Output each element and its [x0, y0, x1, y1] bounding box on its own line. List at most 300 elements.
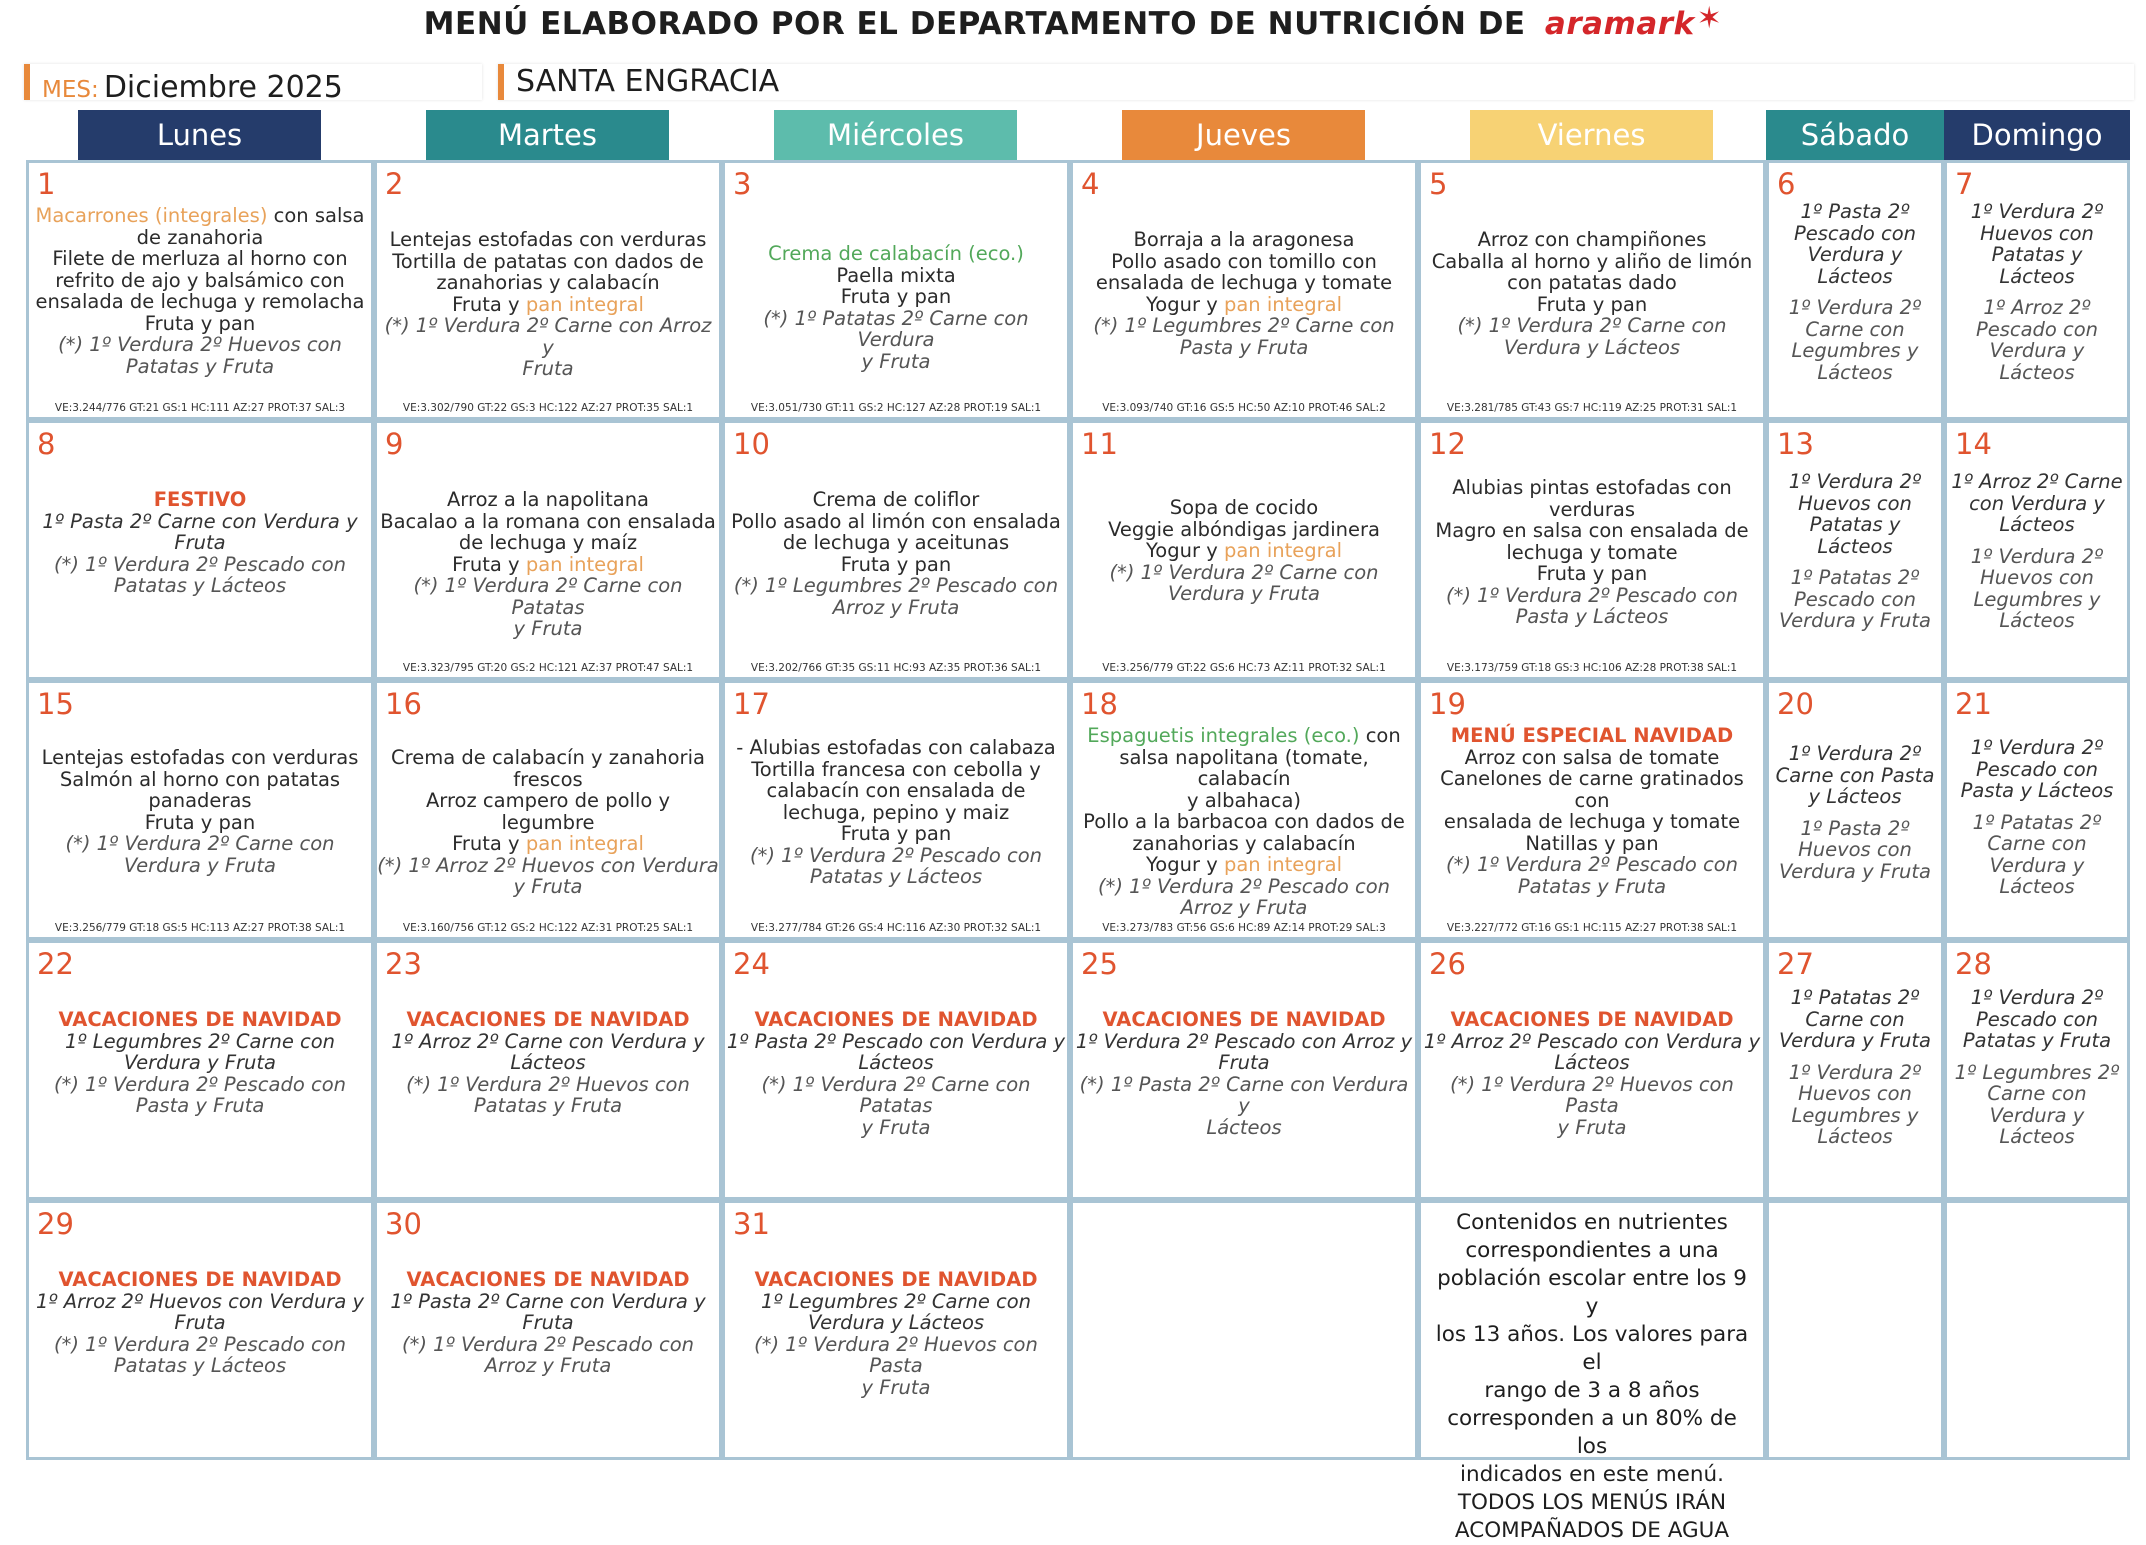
note-line: corresponden a un 80% de los — [1447, 1406, 1737, 1459]
menu-segment: de lechuga y maíz — [458, 531, 638, 554]
menu-segment: Salmón al horno con patatas — [59, 767, 341, 791]
menu-segment: Pasta y Fruta — [135, 1094, 265, 1117]
menu-line — [1073, 497, 1415, 519]
nutrition-values: VE:3.323/795 GT:20 GS:2 HC:121 AZ:37 PROT:47 SAL:1 — [402, 662, 694, 674]
menu-segment: Lácteos — [1999, 264, 2075, 288]
day-number: 14 — [1955, 427, 1992, 461]
menu-segment: y Fruta — [861, 349, 931, 373]
empty-cell — [1944, 1200, 2130, 1460]
menu-segment: Lácteos — [1817, 360, 1893, 384]
weekday-header-2: Martes — [426, 110, 669, 160]
menu-line — [29, 833, 371, 855]
nutrition-values: VE:3.244/776 GT:21 GS:1 HC:111 AZ:27 PROT:37 SAL:3 — [54, 402, 346, 414]
menu-line — [1421, 520, 1763, 542]
menu-line — [1421, 854, 1763, 876]
menu-segment: Verdura y Fruta — [1778, 1029, 1932, 1052]
menu-segment: Fruta y — [452, 832, 526, 855]
day-number: 2 — [385, 167, 404, 201]
menu-line — [1769, 1105, 1941, 1127]
menu-line — [1073, 725, 1415, 747]
menu-line — [1947, 244, 2127, 266]
menu-line — [1421, 1117, 1763, 1139]
menu-segment: Arroz y Fruta — [1180, 896, 1308, 919]
menu-segment: Lácteos — [858, 1051, 934, 1074]
menu-line — [1769, 987, 1941, 1009]
day-cell-31 — [722, 1200, 1070, 1460]
menu-segment: Pollo asado al limón con ensalada — [731, 509, 1061, 533]
menu-segment: Patatas y Fruta — [473, 1094, 623, 1117]
menu-line — [1947, 340, 2127, 362]
day-number: 19 — [1429, 687, 1466, 721]
menu-line — [1769, 1030, 1941, 1052]
note-line: población escolar entre los 9 y — [1437, 1266, 1747, 1319]
menu-text — [1421, 725, 1763, 897]
menu-segment: lechuga, pepino y maiz — [782, 800, 1010, 824]
menu-text — [1947, 737, 2127, 898]
weekday-header-5: Viernes — [1470, 110, 1713, 160]
day-cell-4 — [1070, 160, 1418, 420]
menu-segment: VACACIONES DE NAVIDAD — [754, 1268, 1038, 1291]
menu-line — [1769, 244, 1941, 266]
menu-line — [1073, 519, 1415, 541]
menu-text — [1421, 477, 1763, 628]
menu-line — [1073, 294, 1415, 316]
menu-line — [1073, 562, 1415, 584]
menu-line — [1421, 1074, 1763, 1117]
menu-segment: y Fruta — [861, 1375, 931, 1399]
menu-line — [1769, 536, 1941, 558]
menu-text — [29, 205, 371, 377]
day-cell-6 — [1766, 160, 1944, 420]
empty-cell — [1766, 1200, 1944, 1460]
menu-line — [1421, 315, 1763, 337]
menu-segment: Pasta y Lácteos — [1960, 779, 2114, 802]
menu-segment: Lácteos — [1817, 534, 1893, 558]
menu-segment: Verdura y Lácteos — [807, 1311, 985, 1334]
menu-segment: Patatas y Lácteos — [113, 574, 287, 597]
menu-segment: Patatas y Lácteos — [113, 1354, 287, 1377]
menu-segment: con patatas dado — [1507, 271, 1677, 294]
menu-line — [725, 845, 1067, 867]
menu-line — [1947, 223, 2127, 245]
menu-line — [1073, 854, 1415, 876]
menu-segment: (*) 1º Patatas 2º Carne con Verdura — [763, 306, 1029, 351]
menu-text — [1769, 201, 1941, 383]
menu-line — [1073, 251, 1415, 273]
note-line: ACOMPAÑADOS DE AGUA — [1454, 1518, 1730, 1543]
menu-line — [1073, 315, 1415, 337]
menu-segment: Patatas y Fruta — [1517, 874, 1667, 898]
menu-segment: Fruta — [174, 1311, 226, 1334]
menu-line — [1769, 743, 1941, 765]
day-number: 27 — [1777, 947, 1814, 981]
menu-segment: Fruta y pan — [144, 810, 256, 834]
menu-segment: Lácteos — [1817, 264, 1893, 288]
day-cell-20 — [1766, 680, 1944, 940]
menu-segment: Huevos con — [1798, 491, 1912, 515]
menu-segment: Canelones de carne gratinados con — [1440, 767, 1744, 812]
menu-segment: Lácteos — [1999, 1125, 2075, 1148]
menu-line — [29, 575, 371, 597]
menu-segment: Arroz con salsa de tomate — [1464, 745, 1720, 769]
menu-line — [725, 511, 1067, 533]
menu-segment: Pescado con — [1975, 317, 2099, 341]
menu-text — [29, 489, 371, 597]
menu-segment: 1º Verdura 2º — [1970, 200, 2104, 223]
menu-segment: Pasta y Fruta — [1179, 335, 1309, 359]
note-line: TODOS LOS MENÚS IRÁN — [1457, 1490, 1727, 1515]
menu-line — [725, 1291, 1067, 1313]
menu-segment: 1º Verdura 2º — [1788, 470, 1922, 493]
menu-line — [1421, 1031, 1763, 1053]
menu-segment: MENÚ ESPECIAL NAVIDAD — [1450, 724, 1734, 747]
menu-segment: con — [1359, 724, 1401, 747]
menu-segment: Fruta y pan — [840, 552, 952, 576]
menu-segment: (*) 1º Verdura 2º Pescado con — [402, 1332, 694, 1356]
menu-segment: frescos — [513, 767, 583, 791]
menu-segment: (*) 1º Verdura 2º Carne con Arroz y — [384, 314, 712, 359]
menu-line — [1073, 1009, 1415, 1031]
menu-segment: VACACIONES DE NAVIDAD — [406, 1008, 690, 1031]
menu-segment: salsa napolitana (tomate, calabacín — [1119, 745, 1369, 790]
menu-segment: 1º Pasta 2º Carne con Verdura y — [390, 1289, 706, 1313]
menu-line — [1769, 493, 1941, 515]
menu-segment: Arroz con champiñones — [1477, 228, 1707, 251]
menu-segment: pan integral — [525, 292, 644, 316]
menu-segment: y Fruta — [861, 1115, 931, 1139]
menu-segment: Verdura y Fruta — [1167, 582, 1321, 605]
menu-segment: 1º Verdura 2º — [1970, 544, 2104, 568]
menu-segment: (*) 1º Verdura 2º Pescado con — [1098, 874, 1390, 898]
menu-segment: Fruta y pan — [1536, 292, 1648, 316]
menu-text — [377, 1009, 719, 1117]
menu-segment: Verdura y Fruta — [123, 1051, 277, 1074]
star-icon: ✶ — [1696, 1, 1723, 36]
menu-line — [1947, 855, 2127, 877]
menu-segment: Verdura y Fruta — [1778, 859, 1932, 883]
menu-line — [1947, 1126, 2127, 1148]
menu-text — [377, 489, 719, 640]
menu-text — [1073, 497, 1415, 605]
day-cell-5 — [1418, 160, 1766, 420]
menu-line — [377, 1095, 719, 1117]
menu-line — [29, 270, 371, 292]
menu-line — [1769, 589, 1941, 611]
menu-line — [725, 823, 1067, 845]
menu-text — [1947, 471, 2127, 632]
menu-segment: Legumbres y — [1791, 339, 1919, 362]
menu-segment: y Lácteos — [1808, 785, 1902, 808]
day-cell-16 — [374, 680, 722, 940]
menu-segment: Fruta y — [452, 292, 526, 316]
day-number: 5 — [1429, 167, 1448, 201]
menu-segment: Crema de calabacín y zanahoria — [391, 746, 705, 769]
menu-line — [725, 575, 1067, 597]
menu-line — [29, 1291, 371, 1313]
menu-segment: Fruta — [522, 1311, 574, 1334]
menu-line — [1947, 812, 2127, 834]
day-number: 18 — [1081, 687, 1118, 721]
menu-segment: Patatas y Lácteos — [809, 865, 983, 888]
menu-line — [725, 1117, 1067, 1139]
menu-line — [1947, 297, 2127, 319]
menu-segment: VACACIONES DE NAVIDAD — [1450, 1008, 1734, 1031]
nutrition-values: VE:3.273/783 GT:56 GS:6 HC:89 AZ:14 PROT:29 SAL:3 — [1102, 922, 1386, 934]
menu-text — [1073, 229, 1415, 358]
day-number: 22 — [37, 947, 74, 981]
menu-segment: Borraja a la aragonesa — [1133, 228, 1355, 251]
menu-line — [1073, 833, 1415, 855]
menu-text — [377, 229, 719, 380]
menu-line — [377, 790, 719, 833]
menu-segment: Fruta — [174, 531, 226, 554]
menu-line — [377, 1269, 719, 1291]
menu-line — [725, 1312, 1067, 1334]
day-number: 23 — [385, 947, 422, 981]
weekday-header-1: Lunes — [78, 110, 321, 160]
menu-segment: (*) 1º Verdura 2º Pescado con — [54, 552, 346, 576]
menu-text — [1073, 725, 1415, 919]
menu-segment: Legumbres y — [1791, 1103, 1919, 1127]
menu-line — [1073, 583, 1415, 605]
menu-line — [1947, 471, 2127, 493]
menu-line — [377, 876, 719, 898]
menu-segment: Bacalao a la romana con ensalada — [380, 509, 716, 533]
menu-segment: Tortilla francesa con cebolla y — [751, 757, 1041, 781]
nutrition-values: VE:3.160/756 GT:12 GS:2 HC:122 AZ:31 PROT:25 SAL:1 — [402, 922, 694, 934]
menu-line — [29, 747, 371, 769]
menu-segment: Pescado con — [1975, 1007, 2099, 1031]
menu-segment: Tortilla de patatas con dados de — [392, 249, 704, 273]
menu-line — [1421, 585, 1763, 607]
menu-line — [725, 1052, 1067, 1074]
menu-segment: (*) 1º Verdura 2º Huevos con Pasta — [754, 1332, 1038, 1377]
menu-line — [1073, 876, 1415, 898]
menu-segment: 1º Pasta 2º — [1800, 200, 1910, 223]
menu-segment: zanahorias y calabacín — [1132, 831, 1356, 855]
menu-text — [725, 243, 1067, 372]
menu-segment: Caballa al horno y aliño de limón — [1431, 249, 1753, 273]
menu-line — [725, 554, 1067, 576]
menu-segment: 1º Pasta 2º Carne con Verdura y — [42, 509, 358, 533]
day-number: 25 — [1081, 947, 1118, 981]
menu-segment: de lechuga y aceitunas — [782, 531, 1010, 554]
menu-line — [1947, 737, 2127, 759]
weekday-header-4: Jueves — [1122, 110, 1365, 160]
menu-segment: Legumbres y — [1973, 587, 2101, 611]
day-number: 30 — [385, 1207, 422, 1241]
menu-segment: (*) 1º Verdura 2º Pescado con — [1446, 583, 1738, 607]
page-title — [0, 1, 2146, 42]
menu-line — [725, 1031, 1067, 1053]
menu-segment: Alubias pintas estofadas con — [1452, 476, 1732, 499]
menu-line — [1421, 768, 1763, 811]
menu-line — [725, 802, 1067, 824]
menu-line — [29, 1269, 371, 1291]
menu-line — [29, 532, 371, 554]
menu-line — [1769, 567, 1941, 589]
menu-segment: ensalada de lechuga y remolacha — [35, 290, 365, 313]
menu-segment: con Verdura y — [1969, 491, 2105, 515]
menu-line — [1073, 1052, 1415, 1074]
menu-segment: Carne con — [1987, 832, 2087, 855]
nutrition-values: VE:3.281/785 GT:43 GS:7 HC:119 AZ:25 PROT:31 SAL:1 — [1446, 402, 1738, 414]
menu-line — [29, 1334, 371, 1356]
menu-line — [377, 532, 719, 554]
menu-line — [1769, 514, 1941, 536]
nutrition-values: VE:3.093/740 GT:16 GS:5 HC:50 AZ:10 PROT:46 SAL:2 — [1102, 402, 1386, 414]
day-cell-29 — [26, 1200, 374, 1460]
menu-line — [29, 1052, 371, 1074]
menu-segment: Huevos con — [1980, 566, 2094, 589]
menu-line — [377, 229, 719, 251]
menu-text — [1769, 471, 1941, 632]
menu-segment: 1º Arroz 2º — [1983, 296, 2091, 319]
menu-line — [29, 554, 371, 576]
menu-segment: Lácteos — [1206, 1115, 1282, 1139]
menu-line — [1421, 229, 1763, 251]
menu-line — [1769, 319, 1941, 341]
menu-line — [1769, 765, 1941, 787]
menu-segment: verduras — [1548, 497, 1636, 521]
logo-text: aramark — [1544, 6, 1695, 42]
nutrition-values: VE:3.302/790 GT:22 GS:3 HC:122 AZ:27 PROT:35 SAL:1 — [402, 402, 694, 414]
menu-segment: (*) 1º Verdura 2º Huevos con — [58, 333, 342, 356]
menu-segment: VACACIONES DE NAVIDAD — [58, 1008, 342, 1031]
menu-segment: 1º Patatas 2º — [1972, 810, 2102, 834]
weekday-header-7: Domingo — [1944, 110, 2130, 160]
menu-line — [377, 618, 719, 640]
menu-segment: Arroz a la napolitana — [446, 488, 650, 511]
menu-line — [1421, 542, 1763, 564]
aramark-logo — [1544, 1, 1723, 42]
menu-line — [377, 769, 719, 791]
menu-segment: 1º Verdura 2º — [1788, 296, 1922, 319]
day-number: 9 — [385, 427, 404, 461]
menu-line — [1421, 811, 1763, 833]
menu-line — [725, 597, 1067, 619]
menu-line — [1947, 1062, 2127, 1084]
menu-segment: Carne con — [1805, 317, 1905, 341]
menu-line — [377, 1355, 719, 1377]
day-number: 24 — [733, 947, 770, 981]
menu-line — [1421, 563, 1763, 585]
menu-text — [725, 489, 1067, 618]
menu-line — [725, 308, 1067, 351]
menu-segment: Arroz campero de pollo y legumbre — [425, 789, 671, 834]
menu-segment: (*) 1º Verdura 2º Huevos con — [406, 1072, 690, 1096]
nutrition-values: VE:3.227/772 GT:16 GS:1 HC:115 AZ:27 PROT:38 SAL:1 — [1446, 922, 1738, 934]
menu-segment: 1º Pasta 2º Pescado con Verdura y — [726, 1029, 1066, 1053]
menu-segment: Verdura y — [1989, 853, 2085, 877]
menu-segment: Lácteos — [1817, 1125, 1893, 1148]
menu-line — [1769, 1083, 1941, 1105]
day-cell-1 — [26, 160, 374, 420]
menu-line — [1769, 786, 1941, 808]
menu-segment: Verdura y Fruta — [1778, 609, 1932, 632]
menu-line — [377, 1312, 719, 1334]
menu-segment: y Fruta — [1557, 1115, 1627, 1139]
menu-line — [1769, 340, 1941, 362]
menu-line — [377, 1009, 719, 1031]
menu-segment: 1º Patatas 2º — [1790, 986, 1920, 1009]
menu-line — [1421, 606, 1763, 628]
menu-segment: (*) 1º Verdura 2º Carne con — [65, 832, 335, 855]
menu-line — [725, 1334, 1067, 1377]
menu-text — [1769, 743, 1941, 882]
day-cell-21 — [1944, 680, 2130, 940]
menu-segment: (*) 1º Verdura 2º Pescado con — [54, 1072, 346, 1096]
menu-line — [1947, 266, 2127, 288]
menu-text — [377, 747, 719, 898]
menu-line — [725, 532, 1067, 554]
menu-line — [1947, 362, 2127, 384]
day-number: 1 — [37, 167, 56, 201]
note-line: indicados en este menú. — [1460, 1462, 1724, 1487]
calendar-grid — [26, 160, 2130, 1543]
menu-segment: Huevos con — [1798, 838, 1912, 861]
menu-line — [1073, 337, 1415, 359]
menu-line — [377, 575, 719, 618]
menu-segment: (*) 1º Pasta 2º Carne con Verdura y — [1079, 1072, 1409, 1117]
note-line: Contenidos en nutrientes — [1456, 1210, 1728, 1235]
day-cell-10 — [722, 420, 1070, 680]
menu-segment: 1º Verdura 2º — [1788, 742, 1922, 765]
menu-text — [1947, 987, 2127, 1148]
menu-segment: y Fruta — [513, 617, 583, 640]
menu-line — [1073, 811, 1415, 833]
day-cell-27 — [1766, 940, 1944, 1200]
menu-segment: (*) 1º Verdura 2º Carne con Patatas — [413, 574, 683, 619]
menu-segment: (*) 1º Verdura 2º Carne con — [1457, 314, 1727, 337]
menu-line — [1947, 514, 2127, 536]
menu-line — [1947, 610, 2127, 632]
menu-segment: (*) 1º Verdura 2º Carne con Patatas — [761, 1072, 1031, 1117]
menu-text — [29, 747, 371, 876]
day-number: 7 — [1955, 167, 1974, 201]
menu-line — [377, 358, 719, 380]
menu-segment: Lácteos — [1999, 513, 2075, 536]
menu-line — [1947, 589, 2127, 611]
day-number: 17 — [733, 687, 770, 721]
menu-line — [725, 1269, 1067, 1291]
menu-segment: Lácteos — [1999, 609, 2075, 632]
menu-line — [1421, 1009, 1763, 1031]
menu-line — [1073, 540, 1415, 562]
menu-segment: calabacín con ensalada de — [766, 779, 1026, 802]
menu-line — [377, 294, 719, 316]
day-cell-18 — [1070, 680, 1418, 940]
menu-line — [1421, 477, 1763, 499]
menu-line — [725, 1074, 1067, 1117]
day-cell-28 — [1944, 940, 2130, 1200]
menu-segment: Macarrones (integrales) — [35, 204, 268, 227]
menu-line — [29, 1031, 371, 1053]
menu-line — [29, 489, 371, 511]
menu-segment: Filete de merluza al horno con — [52, 247, 348, 270]
menu-line — [1421, 876, 1763, 898]
menu-line — [377, 251, 719, 273]
menu-line — [1421, 337, 1763, 359]
day-number: 10 — [733, 427, 770, 461]
day-cell-11 — [1070, 420, 1418, 680]
menu-segment: 1º Verdura 2º — [1970, 986, 2104, 1009]
day-number: 6 — [1777, 167, 1796, 201]
menu-text — [1073, 1009, 1415, 1138]
menu-line — [29, 812, 371, 834]
menu-segment: Lácteos — [1554, 1051, 1630, 1074]
menu-line — [725, 265, 1067, 287]
